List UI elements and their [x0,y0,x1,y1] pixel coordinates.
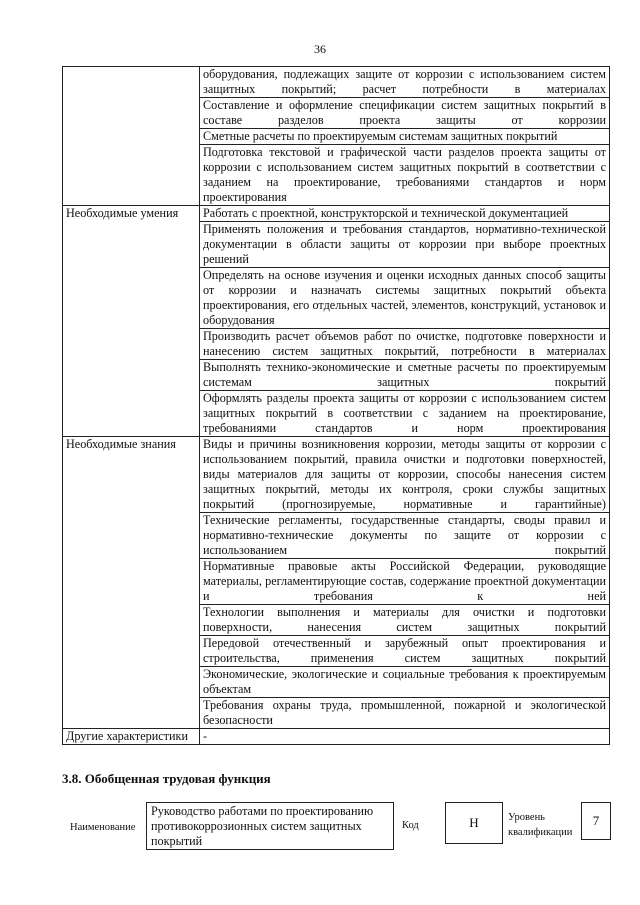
row-label-skills: Необходимые умения [63,206,200,437]
code-label: Код [402,820,419,831]
code-value-box: H [445,802,503,844]
table-cell: Оформлять разделы проекта защиты от коррозии с использованием систем защитных покрытий в соответствии с заданием на проектирование, требованиями стандартов и норм проектирования [200,391,610,437]
table-row [63,729,610,745]
table-cell: Сметные расчеты по проектируемым системам защитных покрытий [200,129,610,145]
competency-table [62,66,610,745]
table-cell: Передовой отечественный и зарубежный опыт проектирования и строительства, применения систем защитных покрытий [200,636,610,667]
row-label [63,67,200,206]
table-cell: Определять на основе изучения и оценки исходных данных способ защиты от коррозии и назначать системы защитных покрытий объекта проектирования, его отдельных частей, элементов, конструкций, установок и оборудования [200,268,610,329]
table-row [63,437,610,513]
name-value-box: Руководство работами по проектированию противокоррозионных систем защитных покрытий [146,802,394,850]
table-cell: Виды и причины возникновения коррозии, методы защиты от коррозии с использованием покрытий, правила очистки и подготовки поверхностей, виды материалов для защиты от коррозии, способы нанесения систем защитных покрытий, методы их контроля, сроки службы защитных покрытий (прогнозируемые, нормативные и гарантийные) [200,437,610,513]
row-label-other: Другие характеристики [63,729,200,745]
table-cell: - [200,729,610,745]
table-cell: Составление и оформление спецификации систем защитных покрытий в составе разделов проекта защиты от коррозии [200,98,610,129]
row-label-knowledge: Необходимые знания [63,437,200,729]
section-title: 3.8. Обобщенная трудовая функция [62,771,271,786]
table-row [63,67,610,98]
table-cell: Нормативные правовые акты Российской Федерации, руководящие материалы, регламентирующие состав, содержание проектной документации и требования к ней [200,559,610,605]
table-cell: Технологии выполнения и материалы для очистки и подготовки поверхности, нанесения систем защитных покрытий [200,605,610,636]
table-cell: Применять положения и требования стандартов, нормативно-технической документации в области защиты от коррозии при выборе проектных решений [200,222,610,268]
table-cell: Подготовка текстовой и графической части разделов проекта защиты от коррозии с использованием систем защитных покрытий в соответствии с заданием на проектирование, требованиями стандартов и норм проектирования [200,145,610,206]
level-label: Уровень квалификации [508,812,573,838]
name-label: Наименование [70,822,136,833]
table-cell: Технические регламенты, государственные стандарты, своды правил и нормативно-технические документы по защите от коррозии с использованием покрытий [200,513,610,559]
level-value-box: 7 [581,802,611,840]
table-cell: Выполнять технико-экономические и сметные расчеты по проектируемым системам защитных покрытий [200,360,610,391]
page-number: 36 [314,42,326,56]
table-cell: Экономические, экологические и социальные требования к проектируемым объектам [200,667,610,698]
table-cell: Работать с проектной, конструкторской и технической документацией [200,206,610,222]
table-cell: Производить расчет объемов работ по очистке, подготовке поверхности и нанесению систем защитных покрытий, потребности в материалах [200,329,610,360]
table-cell: оборудования, подлежащих защите от коррозии с использованием систем защитных покрытий; расчет потребности в материалах [200,67,610,98]
table-row [63,206,610,222]
function-summary [62,802,622,852]
table-cell: Требования охраны труда, промышленной, пожарной и экологической безопасности [200,698,610,729]
